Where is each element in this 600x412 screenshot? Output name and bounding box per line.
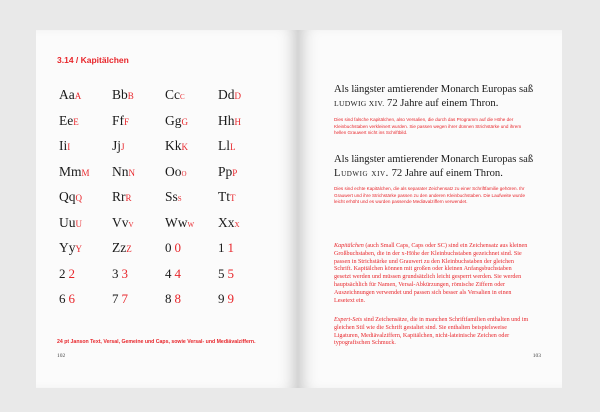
glyph-normal: Rr bbox=[112, 189, 126, 204]
glyph-normal: Ss bbox=[165, 189, 178, 204]
glyph-normal: Jj bbox=[112, 138, 122, 153]
glyph-normal: 0 bbox=[165, 240, 172, 255]
glyph-normal: Vv bbox=[112, 214, 129, 230]
glyph-normal: Hh bbox=[218, 112, 235, 128]
glyph-normal: 1 bbox=[218, 240, 225, 255]
glyph-alt: L bbox=[230, 142, 236, 152]
term-kapitaelchen: Kapitälchen bbox=[334, 243, 364, 249]
glyph-pair bbox=[59, 111, 112, 137]
glyph-alt: Z bbox=[126, 244, 132, 254]
glyph-pair bbox=[218, 111, 271, 137]
paragraph-kapitaelchen bbox=[334, 243, 530, 305]
glyph-pair bbox=[112, 289, 165, 315]
glyph-alt: B bbox=[127, 91, 134, 101]
paragraph-kapitaelchen-text: (auch Small Caps, Caps oder SC) sind ein Zeichensatz aus kleinen Großbuchstaben, die in der x-Höhe der Kleinbuchstaben gezeichnet sind. Sie passen in Strichstärke und Grauwert zu den Kleinbuchstaben der gleichen Schrift. Kapitälchen können mit großen oder kleinen Anfangsbuchstaben gesetzt werden und müssen grundsätzlich leicht gesperrt werden. Sie werden hauptsächlich für Namen, Versal-Abkürzungen, römische Ziffern oder Auszeichnungen verwendet und passen sich besser als Versalien in einen Lesetext ein. bbox=[334, 243, 528, 304]
glyph-alt: A bbox=[74, 91, 82, 101]
grid-caption: 24 pt Janson Text, Versal, Gemeine und Caps, sowie Versal- und Mediävalziffern. bbox=[57, 339, 256, 345]
glyph-alt: I bbox=[67, 142, 71, 152]
glyph-pair bbox=[165, 136, 218, 162]
glyph-alt: 5 bbox=[227, 265, 234, 281]
glyph-normal: Dd bbox=[218, 87, 235, 102]
glyph-alt: 8 bbox=[174, 291, 181, 306]
glyph-normal: 6 bbox=[59, 291, 66, 306]
glyph-normal: Gg bbox=[165, 112, 182, 128]
note-true-caps: Dies sind echte Kapitälchen, die als separater Zeichensatz zu einer Schriftfamilie gehören. Ihr Grauwert und ihre Strichstärke passen zu den anderen Kleinbuchstaben. Die Laufweite wurde leicht erhöht und es wurden passende Mediävalziffern verwendet. bbox=[334, 186, 526, 205]
glyph-normal: 7 bbox=[112, 291, 119, 306]
glyph-pair bbox=[59, 289, 112, 315]
glyph-normal: Ll bbox=[218, 138, 230, 153]
glyph-pair bbox=[165, 238, 218, 264]
paragraph-expert-sets bbox=[334, 317, 530, 348]
glyph-alt: 7 bbox=[121, 291, 128, 306]
glyph-pair bbox=[59, 136, 112, 162]
glyph-alt: G bbox=[181, 116, 188, 127]
left-page bbox=[36, 30, 298, 388]
example-false-caps bbox=[334, 83, 534, 110]
glyph-normal: Mm bbox=[59, 163, 82, 179]
glyph-pair bbox=[165, 289, 218, 315]
glyph-pair bbox=[165, 111, 218, 137]
glyph-normal: Yy bbox=[59, 240, 76, 255]
glyph-pair bbox=[112, 136, 165, 162]
glyph-alt: 0 bbox=[174, 240, 181, 255]
glyph-normal: 8 bbox=[165, 291, 172, 306]
page-number-right: 103 bbox=[532, 353, 541, 359]
glyph-pair bbox=[112, 264, 165, 290]
glyph-normal: Zz bbox=[112, 240, 127, 255]
glyph-normal: Cc bbox=[165, 87, 180, 102]
glyph-normal: Ee bbox=[59, 112, 74, 128]
glyph-alt: c bbox=[180, 91, 185, 102]
glyph-normal: Tt bbox=[218, 189, 230, 204]
page-number-left: 102 bbox=[57, 353, 66, 359]
glyph-alt: J bbox=[121, 142, 125, 152]
glyph-alt: H bbox=[234, 116, 241, 127]
glyph-alt: v bbox=[128, 218, 134, 230]
glyph-pair bbox=[165, 264, 218, 290]
example2-pre: Als längster amtierender Monarch Europas saß bbox=[334, 154, 534, 165]
glyph-alt: 6 bbox=[68, 291, 75, 306]
glyph-alt: w bbox=[187, 218, 195, 230]
glyph-normal: Kk bbox=[165, 138, 182, 153]
glyph-alt: P bbox=[232, 167, 238, 178]
glyph-normal: 9 bbox=[218, 291, 225, 306]
glyph-alt: 3 bbox=[121, 265, 128, 281]
glyph-alt: R bbox=[125, 193, 132, 203]
right-page bbox=[298, 30, 562, 388]
glyph-normal: Aa bbox=[59, 87, 75, 102]
glyph-normal: Oo bbox=[165, 163, 182, 179]
glyph-pair bbox=[59, 85, 112, 111]
glyph-alt: 9 bbox=[227, 291, 234, 306]
glyph-alt: Q bbox=[75, 193, 82, 203]
glyph-normal: 4 bbox=[165, 265, 172, 281]
glyph-pair bbox=[218, 85, 271, 111]
glyph-normal: Ff bbox=[112, 112, 125, 128]
glyph-normal: Ii bbox=[59, 138, 68, 153]
paragraph-expert-sets-text: sind Zeichensätze, die in manchen Schriftfamilien enthalten und im gleichen Stil wie die Schrift gestaltet sind. Sie enthalten beispielsweise Ligaturen, Mediävalziffern, Kapitälchen, nicht-lateinische Zeichen oder typografischen Schmuck. bbox=[334, 317, 529, 347]
glyph-normal: Ww bbox=[165, 214, 188, 230]
glyph-pair bbox=[218, 213, 271, 239]
glyph-pair bbox=[112, 111, 165, 137]
glyph-alt: T bbox=[230, 193, 236, 203]
example1-post: 72 Jahre auf einem Thron. bbox=[384, 97, 499, 109]
glyph-pair bbox=[165, 162, 218, 188]
glyph-pair bbox=[218, 289, 271, 315]
term-expert-sets: Expert-Sets bbox=[334, 317, 363, 323]
glyph-alt: M bbox=[81, 167, 90, 178]
glyph-pair bbox=[112, 187, 165, 213]
glyph-pair bbox=[112, 238, 165, 264]
glyph-pair bbox=[59, 238, 112, 264]
glyph-alt: s bbox=[177, 193, 182, 204]
note-false-caps: Dies sind falsche Kapitälchen, also Versalien, die durch das Programm auf die Höhe der Kleinbuchstaben verkleinert wurden. Sie passen wegen ihrer dünnen Strichstärke und ihrem hellen Grauwert nicht ins Schriftbild. bbox=[334, 117, 522, 136]
glyph-normal: Xx bbox=[218, 214, 235, 230]
glyph-pair bbox=[218, 162, 271, 188]
example-true-caps bbox=[334, 153, 534, 180]
glyph-normal: 5 bbox=[218, 265, 225, 281]
glyph-pair bbox=[218, 264, 271, 290]
glyph-alt: K bbox=[181, 142, 188, 152]
glyph-pair bbox=[112, 162, 165, 188]
glyph-alt: E bbox=[73, 116, 79, 127]
glyph-normal: 3 bbox=[112, 265, 119, 281]
glyph-alt: U bbox=[75, 218, 82, 229]
glyph-normal: Nn bbox=[112, 163, 129, 179]
glyph-normal: Pp bbox=[218, 163, 233, 179]
glyph-alt: o bbox=[181, 167, 187, 179]
example1-pre: Als längster amtierender Monarch Europas saß bbox=[334, 84, 534, 95]
example2-small-caps: Ludwig xiv. bbox=[334, 167, 389, 179]
example1-small-caps: LUDWIG XIV. bbox=[334, 98, 385, 108]
glyph-alt: D bbox=[234, 91, 241, 101]
glyph-pair bbox=[59, 264, 112, 290]
glyph-pair bbox=[165, 187, 218, 213]
glyph-pair bbox=[165, 85, 218, 111]
glyph-alt: 4 bbox=[174, 265, 181, 281]
section-title: 3.14 / Kapitälchen bbox=[57, 55, 129, 65]
glyph-pair bbox=[218, 187, 271, 213]
glyph-pair bbox=[59, 162, 112, 188]
glyph-alt: 1 bbox=[227, 240, 234, 255]
glyph-alt: F bbox=[124, 116, 130, 127]
glyph-pair bbox=[59, 213, 112, 239]
glyph-pair bbox=[112, 213, 165, 239]
glyph-pair bbox=[218, 136, 271, 162]
glyph-pair bbox=[112, 85, 165, 111]
glyph-normal: Uu bbox=[59, 214, 76, 230]
glyph-alt: 2 bbox=[68, 265, 75, 281]
glyph-alt: x bbox=[234, 218, 240, 230]
glyph-pair bbox=[59, 187, 112, 213]
letter-grid bbox=[59, 85, 271, 315]
glyph-normal: Bb bbox=[112, 87, 128, 102]
glyph-normal: Qq bbox=[59, 189, 76, 204]
glyph-alt: N bbox=[128, 167, 135, 178]
glyph-normal: 2 bbox=[59, 265, 66, 281]
glyph-alt: Y bbox=[75, 244, 82, 254]
glyph-pair bbox=[218, 238, 271, 264]
example2-post: 72 Jahre auf einem Thron. bbox=[388, 167, 503, 179]
glyph-pair bbox=[165, 213, 218, 239]
